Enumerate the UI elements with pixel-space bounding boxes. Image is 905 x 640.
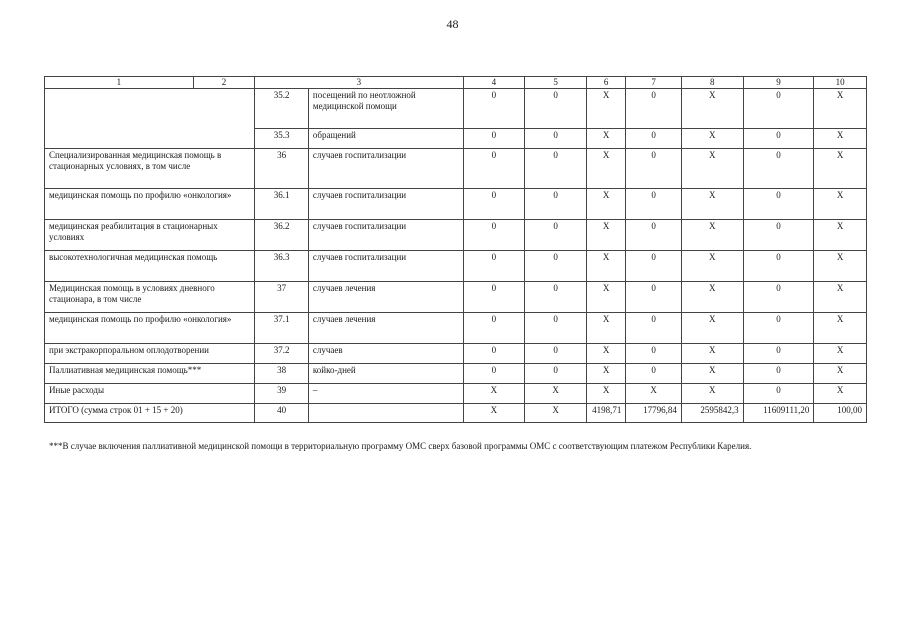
cell-unit: случаев госпитализации xyxy=(308,149,463,189)
cell-col-8: X xyxy=(681,251,743,282)
cell-unit xyxy=(308,404,463,423)
cell-unit: случаев госпитализации xyxy=(308,189,463,220)
cell-col-10: X xyxy=(814,364,867,384)
cell-unit: койко-дней xyxy=(308,364,463,384)
cell-col-10: X xyxy=(814,189,867,220)
column-number-row xyxy=(45,77,867,89)
col-header-8: 8 xyxy=(681,77,743,89)
cell-col-5: 0 xyxy=(525,220,587,251)
col-header-9: 9 xyxy=(743,77,814,89)
cell-col-4: X xyxy=(463,384,525,404)
cell-col-9: 0 xyxy=(743,364,814,384)
table-row xyxy=(45,189,867,220)
cell-name: Медицинская помощь в условиях дневного стационара, в том числе xyxy=(45,282,255,313)
cell-col-6: 4198,71 xyxy=(586,404,625,423)
col-header-4: 4 xyxy=(463,77,525,89)
table-row xyxy=(45,149,867,189)
cell-unit: случаев госпитализации xyxy=(308,220,463,251)
cell-col-10: X xyxy=(814,149,867,189)
table-row xyxy=(45,220,867,251)
cell-col-5: 0 xyxy=(525,313,587,344)
cell-col-4: 0 xyxy=(463,129,525,149)
cell-col-9: 0 xyxy=(743,344,814,364)
cell-col-7: 0 xyxy=(626,251,682,282)
cell-col-5: 0 xyxy=(525,344,587,364)
cell-col-6: X xyxy=(586,344,625,364)
cell-col-7: 0 xyxy=(626,344,682,364)
cell-col-8: X xyxy=(681,364,743,384)
col-header-10: 10 xyxy=(814,77,867,89)
cell-col-7: 0 xyxy=(626,313,682,344)
cell-name: Иные расходы xyxy=(45,384,255,404)
cell-code: 36.1 xyxy=(255,189,309,220)
cell-col-5: X xyxy=(525,384,587,404)
cell-col-6: X xyxy=(586,313,625,344)
cell-col-9: 0 xyxy=(743,282,814,313)
cell-col-9: 0 xyxy=(743,129,814,149)
col-header-5: 5 xyxy=(525,77,587,89)
cell-name: медицинская реабилитация в стационарных условиях xyxy=(45,220,255,251)
cell-col-7: 0 xyxy=(626,282,682,313)
cell-code: 40 xyxy=(255,404,309,423)
page-number: 48 xyxy=(446,17,459,31)
cell-code: 36.3 xyxy=(255,251,309,282)
cell-col-9: 0 xyxy=(743,149,814,189)
cell-col-9: 0 xyxy=(743,89,814,129)
cell-col-5: 0 xyxy=(525,282,587,313)
cell-col-10: X xyxy=(814,344,867,364)
cell-col-9: 0 xyxy=(743,313,814,344)
cell-col-8: X xyxy=(681,89,743,129)
cell-code: 37.2 xyxy=(255,344,309,364)
cell-name: высокотехнологичная медицинская помощь xyxy=(45,251,255,282)
cell-name: ИТОГО (сумма строк 01 + 15 + 20) xyxy=(45,404,255,423)
col-header-2: 2 xyxy=(193,77,255,89)
cell-code: 36 xyxy=(255,149,309,189)
cell-col-6: X xyxy=(586,129,625,149)
cell-col-5: 0 xyxy=(525,364,587,384)
data-table xyxy=(44,76,867,423)
cell-col-4: 0 xyxy=(463,364,525,384)
cell-col-10: X xyxy=(814,313,867,344)
cell-code: 37 xyxy=(255,282,309,313)
cell-col-8: X xyxy=(681,313,743,344)
cell-col-9: 0 xyxy=(743,189,814,220)
cell-col-6: X xyxy=(586,364,625,384)
cell-col-8: X xyxy=(681,129,743,149)
cell-col-4: 0 xyxy=(463,251,525,282)
cell-col-5: 0 xyxy=(525,251,587,282)
cell-col-7: 0 xyxy=(626,220,682,251)
cell-col-5: X xyxy=(525,404,587,423)
cell-name: Специализированная медицинская помощь в стационарных условиях, в том числе xyxy=(45,149,255,189)
cell-unit: обращений xyxy=(308,129,463,149)
cell-col-6: X xyxy=(586,384,625,404)
col-header-3: 3 xyxy=(255,77,463,89)
cell-col-9: 0 xyxy=(743,220,814,251)
cell-col-4: 0 xyxy=(463,149,525,189)
footnote: ***В случае включения паллиативной медицинской помощи в территориальную программу ОМС сверх базовой программы ОМС с соответствующим платежом Республики Карелия. xyxy=(49,441,752,451)
cell-col-6: X xyxy=(586,149,625,189)
cell-col-5: 0 xyxy=(525,189,587,220)
table-row xyxy=(45,364,867,384)
cell-col-7: 0 xyxy=(626,129,682,149)
cell-col-4: 0 xyxy=(463,220,525,251)
col-header-1: 1 xyxy=(45,77,194,89)
cell-unit: посещений по неотложной медицинской помощи xyxy=(308,89,463,129)
col-header-6: 6 xyxy=(586,77,625,89)
cell-name xyxy=(45,89,255,149)
cell-col-8: X xyxy=(681,384,743,404)
cell-col-8: X xyxy=(681,189,743,220)
cell-col-7: 0 xyxy=(626,149,682,189)
table-row xyxy=(45,251,867,282)
cell-unit: случаев лечения xyxy=(308,313,463,344)
cell-col-7: 17796,84 xyxy=(626,404,682,423)
cell-col-7: 0 xyxy=(626,189,682,220)
table-row xyxy=(45,313,867,344)
table-row xyxy=(45,384,867,404)
cell-col-5: 0 xyxy=(525,129,587,149)
cell-col-4: 0 xyxy=(463,282,525,313)
cell-col-5: 0 xyxy=(525,149,587,189)
cell-col-9: 0 xyxy=(743,251,814,282)
cell-code: 35.2 xyxy=(255,89,309,129)
cell-col-4: 0 xyxy=(463,344,525,364)
cell-col-10: X xyxy=(814,384,867,404)
cell-col-4: 0 xyxy=(463,89,525,129)
cell-col-7: X xyxy=(626,384,682,404)
cell-col-8: 2595842,3 xyxy=(681,404,743,423)
cell-code: 38 xyxy=(255,364,309,384)
cell-col-4: 0 xyxy=(463,313,525,344)
cell-code: 36.2 xyxy=(255,220,309,251)
cell-unit: случаев госпитализации xyxy=(308,251,463,282)
cell-col-9: 11609111,20 xyxy=(743,404,814,423)
table-row xyxy=(45,344,867,364)
table-row xyxy=(45,89,867,129)
cell-name: Паллиативная медицинская помощь*** xyxy=(45,364,255,384)
cell-col-8: X xyxy=(681,282,743,313)
cell-col-8: X xyxy=(681,149,743,189)
cell-col-10: X xyxy=(814,220,867,251)
cell-code: 35.3 xyxy=(255,129,309,149)
cell-col-9: 0 xyxy=(743,384,814,404)
cell-name: медицинская помощь по профилю «онкология» xyxy=(45,189,255,220)
cell-col-10: X xyxy=(814,282,867,313)
cell-col-7: 0 xyxy=(626,89,682,129)
cell-col-5: 0 xyxy=(525,89,587,129)
cell-col-6: X xyxy=(586,89,625,129)
table-row xyxy=(45,282,867,313)
cell-col-4: 0 xyxy=(463,189,525,220)
cell-col-8: X xyxy=(681,344,743,364)
cell-col-7: 0 xyxy=(626,364,682,384)
cell-col-10: X xyxy=(814,89,867,129)
cell-col-6: X xyxy=(586,220,625,251)
table-row xyxy=(45,404,867,423)
cell-name: медицинская помощь по профилю «онкология» xyxy=(45,313,255,344)
cell-code: 37.1 xyxy=(255,313,309,344)
cell-unit: случаев лечения xyxy=(308,282,463,313)
cell-col-10: 100,00 xyxy=(814,404,867,423)
cell-col-6: X xyxy=(586,189,625,220)
cell-col-10: X xyxy=(814,251,867,282)
cell-col-6: X xyxy=(586,251,625,282)
cell-col-6: X xyxy=(586,282,625,313)
cell-unit: – xyxy=(308,384,463,404)
cell-unit: случаев xyxy=(308,344,463,364)
cell-col-10: X xyxy=(814,129,867,149)
cell-col-8: X xyxy=(681,220,743,251)
cell-name: при экстракорпоральном оплодотворении xyxy=(45,344,255,364)
cell-code: 39 xyxy=(255,384,309,404)
col-header-7: 7 xyxy=(626,77,682,89)
cell-col-4: X xyxy=(463,404,525,423)
